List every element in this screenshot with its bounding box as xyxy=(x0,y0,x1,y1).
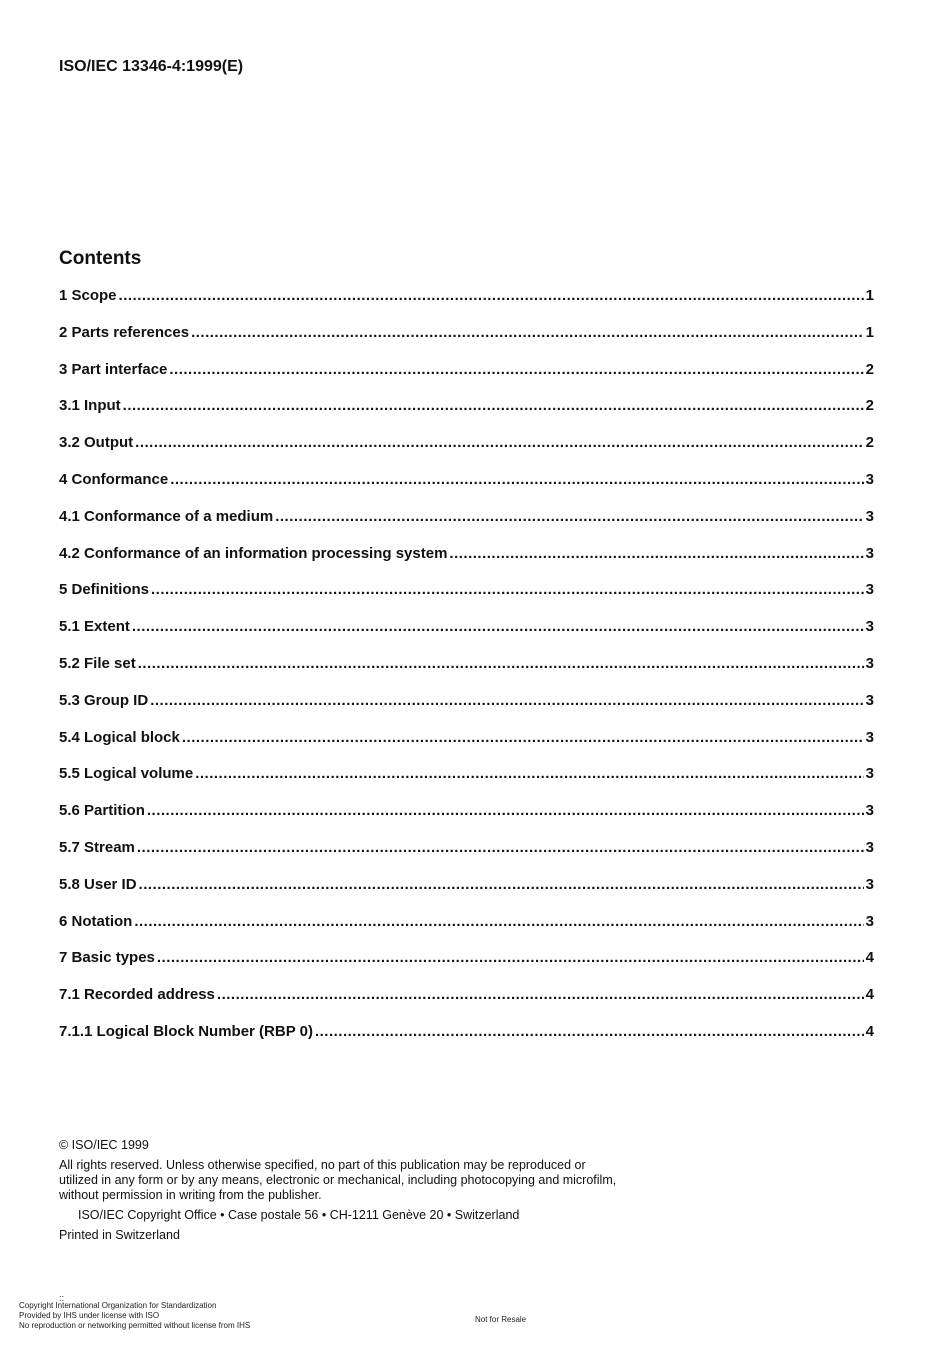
toc-entry-label: 5.1 Extent xyxy=(59,618,130,636)
toc-entry-page: 3 xyxy=(865,802,874,820)
toc-dot-leader xyxy=(170,471,863,488)
toc-entry-page: 3 xyxy=(865,470,874,488)
toc-entry-page: 3 xyxy=(865,765,874,783)
toc-dot-leader xyxy=(123,397,864,414)
toc-entry-label: 2 Parts references xyxy=(59,323,190,341)
toc-entry-label: 3.2 Output xyxy=(59,434,134,452)
toc-entry[interactable] xyxy=(59,581,874,618)
toc-entry-label: 7.1.1 Logical Block Number (RBP 0) xyxy=(59,1022,313,1040)
toc-entry[interactable] xyxy=(59,655,874,692)
not-for-resale: Not for Resale xyxy=(475,1315,527,1324)
toc-entry-label: 5.7 Stream xyxy=(59,838,135,856)
toc-entry[interactable] xyxy=(59,692,874,729)
toc-entry-label: 4.1 Conformance of a medium xyxy=(59,507,274,525)
toc-entry-label: 1 Scope xyxy=(59,287,117,304)
footer-line-1: Copyright International Organization for Standardization xyxy=(19,1301,217,1310)
toc-entry-label: 4.2 Conformance of an information processing system xyxy=(59,544,448,562)
toc-entry-label: 4 Conformance xyxy=(59,470,169,488)
toc-entry-label: 7.1 Recorded address xyxy=(59,986,215,1004)
toc-entry[interactable] xyxy=(59,545,874,582)
toc-dot-leader xyxy=(147,802,864,819)
toc-entry-page: 3 xyxy=(865,581,874,599)
toc-dot-leader xyxy=(135,434,863,451)
footer-line-3: No reproduction or networking permitted without license from IHS xyxy=(19,1321,251,1330)
toc-entry[interactable] xyxy=(59,434,874,471)
toc-entry[interactable] xyxy=(59,913,874,950)
toc-entry-page: 4 xyxy=(865,1022,874,1040)
toc-dot-leader xyxy=(191,324,864,341)
toc-entry-label: 6 Notation xyxy=(59,912,133,930)
toc-entry[interactable] xyxy=(59,839,874,876)
toc-entry-page: 2 xyxy=(865,360,874,378)
toc-entry-label: 3 Part interface xyxy=(59,360,168,378)
toc-entry-label: 5.6 Partition xyxy=(59,802,145,820)
toc-entry-page: 4 xyxy=(865,949,874,967)
footer-marks: :: xyxy=(59,1293,65,1303)
toc-entry-page: 1 xyxy=(865,323,874,341)
toc-entry[interactable] xyxy=(59,471,874,508)
toc-dot-leader xyxy=(157,949,864,966)
toc-entry-label: 7 Basic types xyxy=(59,949,155,967)
toc-entry-label: 5.2 File set xyxy=(59,654,136,672)
table-of-contents xyxy=(59,287,874,1060)
toc-entry[interactable] xyxy=(59,986,874,1023)
toc-entry[interactable] xyxy=(59,1023,874,1060)
toc-dot-leader xyxy=(169,361,863,378)
toc-entry-label: 5.4 Logical block xyxy=(59,728,180,746)
toc-entry-label: 5.3 Group ID xyxy=(59,691,149,709)
toc-entry-label: 5.8 User ID xyxy=(59,875,137,893)
copyright-line: © ISO/IEC 1999 xyxy=(59,1138,149,1152)
toc-entry-page: 1 xyxy=(865,287,874,304)
toc-dot-leader xyxy=(119,287,864,304)
toc-entry-page: 3 xyxy=(865,875,874,893)
toc-entry-page: 3 xyxy=(865,728,874,746)
toc-entry-label: 5 Definitions xyxy=(59,581,150,599)
toc-entry-page: 2 xyxy=(865,397,874,415)
printed-in: Printed in Switzerland xyxy=(59,1228,180,1242)
toc-entry-label: 3.1 Input xyxy=(59,397,121,415)
toc-entry[interactable] xyxy=(59,361,874,398)
toc-dot-leader xyxy=(139,876,864,893)
toc-entry[interactable] xyxy=(59,618,874,655)
copyright-block xyxy=(59,1138,619,1248)
toc-entry-page: 3 xyxy=(865,507,874,525)
toc-dot-leader xyxy=(195,765,863,782)
document-id: ISO/IEC 13346-4:1999(E) xyxy=(59,58,244,75)
toc-dot-leader xyxy=(150,692,863,709)
toc-dot-leader xyxy=(275,508,863,525)
toc-dot-leader xyxy=(151,581,864,598)
toc-dot-leader xyxy=(217,986,864,1003)
toc-entry[interactable] xyxy=(59,324,874,361)
toc-entry[interactable] xyxy=(59,802,874,839)
toc-entry[interactable] xyxy=(59,508,874,545)
footer-line-2: Provided by IHS under license with ISO xyxy=(19,1311,160,1320)
toc-entry-page: 3 xyxy=(865,838,874,856)
toc-entry-page: 3 xyxy=(865,618,874,636)
toc-entry[interactable] xyxy=(59,397,874,434)
toc-dot-leader xyxy=(182,729,864,746)
toc-entry-page: 3 xyxy=(865,691,874,709)
toc-dot-leader xyxy=(132,618,864,635)
toc-entry-page: 3 xyxy=(865,544,874,562)
toc-entry-page: 3 xyxy=(865,912,874,930)
toc-entry[interactable] xyxy=(59,729,874,766)
toc-dot-leader xyxy=(315,1023,864,1040)
toc-entry[interactable] xyxy=(59,876,874,913)
toc-entry[interactable] xyxy=(59,287,874,324)
toc-entry[interactable] xyxy=(59,949,874,986)
toc-dot-leader xyxy=(138,655,864,672)
toc-entry[interactable] xyxy=(59,765,874,802)
toc-dot-leader xyxy=(137,839,864,856)
toc-entry-page: 4 xyxy=(865,986,874,1004)
toc-dot-leader xyxy=(134,913,863,930)
toc-entry-page: 2 xyxy=(865,434,874,452)
rights-statement: All rights reserved. Unless otherwise specified, no part of this publication may be reproduced or utilized in any form or by any means, electronic or mechanical, including photocopying and microfilm, without permission in writing from the publisher. xyxy=(59,1158,617,1202)
license-footer xyxy=(19,1295,250,1331)
contents-heading: Contents xyxy=(59,248,142,269)
copyright-office: ISO/IEC Copyright Office • Case postale 56 • CH-1211 Genève 20 • Switzerland xyxy=(78,1208,520,1222)
toc-entry-page: 3 xyxy=(865,654,874,672)
toc-dot-leader xyxy=(449,545,863,562)
toc-entry-label: 5.5 Logical volume xyxy=(59,765,194,783)
